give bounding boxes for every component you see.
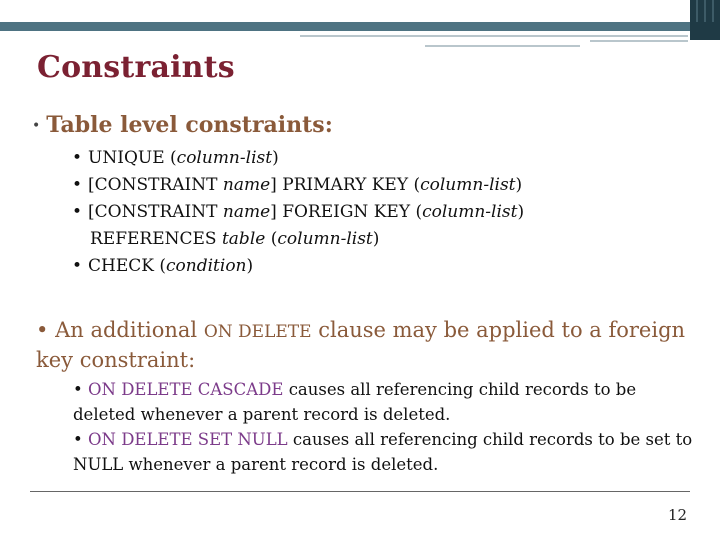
list-text: ): [515, 175, 523, 195]
top-band: [0, 22, 720, 31]
keyword-text: ON DELETE CASCADE: [87, 380, 284, 399]
list-text: ): [272, 148, 279, 168]
paragraph-text: clause may be applied to a foreign key constraint:: [36, 318, 686, 372]
list-text: REFERENCES: [90, 229, 222, 249]
list-item: [72, 145, 524, 172]
bullet: •: [72, 202, 83, 222]
list-text: [CONSTRAINT: [88, 175, 223, 195]
top-accent-line: [300, 35, 688, 37]
list-item: [72, 172, 524, 199]
top-accent-line: [425, 45, 580, 47]
list-text-italic: column-list: [420, 175, 516, 195]
list-text: CHECK (: [88, 256, 167, 276]
list-item-continuation: [72, 226, 524, 253]
list-item: [73, 377, 703, 427]
list-text: causes all referencing child records to be deleted whenever a parent record is deleted.: [73, 380, 637, 424]
list-text-italic: column-list: [422, 202, 518, 222]
list-text-italic: column-list: [277, 229, 373, 249]
bullet: •: [36, 318, 49, 342]
list-text: ] FOREIGN KEY (: [270, 202, 423, 222]
bullet: •: [72, 256, 83, 276]
keyword-text: ON DELETE SET NULL: [87, 430, 288, 449]
list-text: (: [265, 229, 278, 249]
on-delete-options: [73, 377, 703, 477]
list-item: [72, 199, 524, 226]
list-text: ): [246, 256, 254, 276]
bullet: •: [73, 380, 83, 399]
list-text: ] PRIMARY KEY (: [270, 175, 421, 195]
list-text: ): [517, 202, 525, 222]
list-item: [72, 253, 524, 280]
top-accent-line: [590, 40, 688, 42]
bullet: •: [72, 175, 83, 195]
list-text-italic: table: [221, 229, 266, 249]
footer-divider: [30, 491, 690, 492]
slide-title: Constraints: [37, 50, 235, 85]
bullet: •: [73, 430, 83, 449]
list-text: [CONSTRAINT: [88, 202, 223, 222]
section-heading: [32, 112, 333, 138]
list-text: causes all referencing child records to be set to NULL whenever a parent record is deleted.: [73, 430, 693, 474]
on-delete-paragraph: [36, 316, 696, 374]
list-text-italic: condition: [166, 256, 247, 276]
list-text-italic: name: [222, 175, 271, 195]
bullet: •: [32, 118, 41, 134]
page-number: 12: [668, 506, 688, 524]
list-text-italic: column-list: [176, 148, 273, 168]
list-item: [73, 427, 703, 477]
top-corner-stripes: [690, 0, 720, 22]
bullet: •: [72, 148, 83, 168]
list-text-italic: name: [222, 202, 271, 222]
keyword-text: ON DELETE: [203, 322, 312, 342]
paragraph-text: An additional: [55, 318, 198, 342]
section-heading-text: Table level constraints:: [46, 112, 333, 138]
list-text: UNIQUE (: [88, 148, 177, 168]
list-text: ): [372, 229, 380, 249]
constraint-list: [72, 145, 524, 280]
